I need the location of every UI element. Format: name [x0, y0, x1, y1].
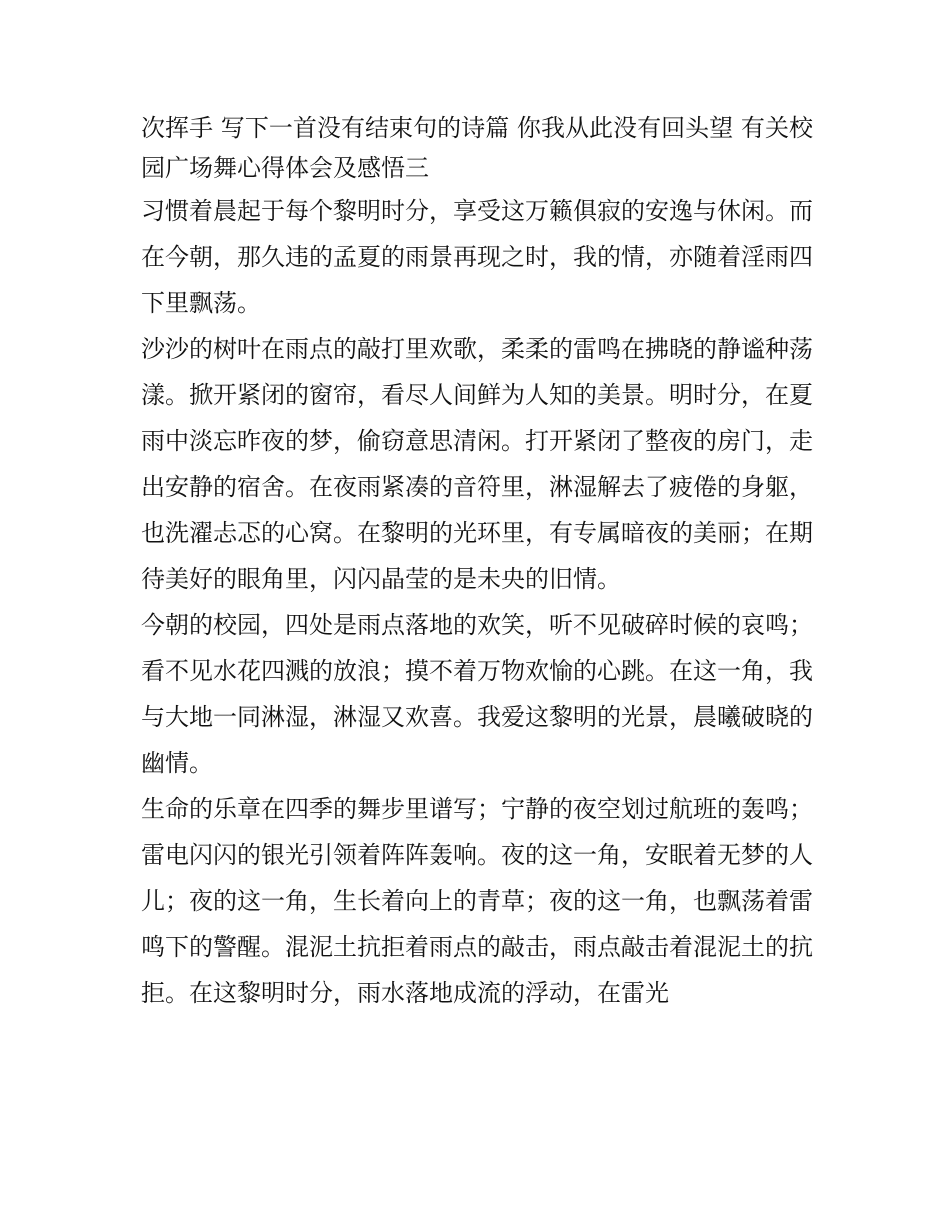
- paragraph: 今朝的校园，四处是雨点落地的欢笑，听不见破碎时候的哀鸣；看不见水花四溅的放浪；摸不着万物欢愉的心跳。在这一角，我与大地一同淋湿，淋湿又欢喜。我爱这黎明的光景，晨曦破晓的幽情。: [141, 611, 813, 777]
- paragraph: 生命的乐章在四季的舞步里谱写；宁静的夜空划过航班的轰鸣；雷电闪闪的银光引领着阵阵轰响。夜的这一角，安眠着无梦的人儿；夜的这一角，生长着向上的青草；夜的这一角，也飘荡着雷鸣下的警醒。混泥土抗拒着雨点的敲击，雨点敲击着混泥土的抗拒。在这黎明时分，雨水落地成流的浮动，在雷光: [141, 795, 813, 1007]
- paragraph: 习惯着晨起于每个黎明时分，享受这万籁俱寂的安逸与休闲。而在今朝，那久违的孟夏的雨景再现之时，我的情，亦随着淫雨四下里飘荡。: [141, 197, 813, 317]
- document-body: [141, 108, 813, 1016]
- paragraph: 沙沙的树叶在雨点的敲打里欢歌，柔柔的雷鸣在拂晓的静谧种荡漾。掀开紧闭的窗帘，看尽人间鲜为人知的美景。明时分，在夏雨中淡忘昨夜的梦，偷窃意思清闲。打开紧闭了整夜的房门，走出安静的宿舍。在夜雨紧凑的音符里，淋湿解去了疲倦的身躯，也洗濯忐忑的心窝。在黎明的光环里，有专属暗夜的美丽；在期待美好的眼角里，闪闪晶莹的是未央的旧情。: [141, 335, 813, 593]
- paragraph-title-continuation: 次挥手 写下一首没有结束句的诗篇 你我从此没有回头望 有关校园广场舞心得体会及感悟三: [141, 114, 813, 182]
